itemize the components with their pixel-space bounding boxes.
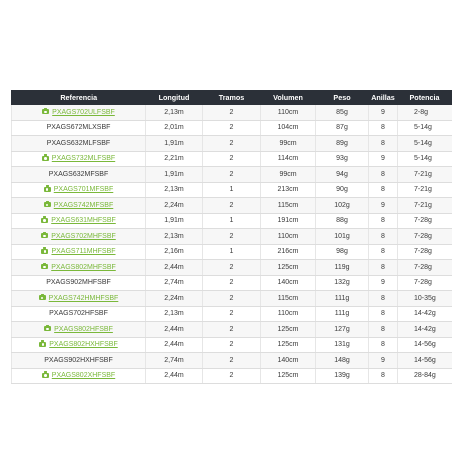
tramos-cell: 1 xyxy=(203,244,261,260)
volumen-cell: 213cm xyxy=(261,182,316,198)
longitud-cell: 2,21m xyxy=(146,151,203,167)
reference-link[interactable]: PXAGS732MLFSBF xyxy=(51,155,116,163)
reference-cell[interactable] xyxy=(12,198,146,214)
potencia-cell: 7-21g xyxy=(398,198,452,214)
reference-text: PXAGS672MLXSBF xyxy=(46,124,111,132)
reference-cell xyxy=(12,120,146,136)
potencia-cell: 7-28g xyxy=(398,275,452,291)
peso-cell: 85g xyxy=(316,105,369,120)
volumen-cell: 140cm xyxy=(261,275,316,291)
reference-text: PXAGS902HXHFSBF xyxy=(44,356,113,364)
volumen-cell: 125cm xyxy=(261,260,316,276)
tramos-cell: 2 xyxy=(203,120,261,136)
reference-link[interactable]: PXAGS802HFSBF xyxy=(54,325,113,333)
anillas-cell: 8 xyxy=(369,337,398,353)
reference-cell[interactable] xyxy=(12,322,146,338)
peso-cell: 111g xyxy=(316,306,369,322)
potencia-cell: 14-42g xyxy=(398,322,452,338)
reference-text: PXAGS632MFSBF xyxy=(48,170,109,178)
peso-cell: 139g xyxy=(316,368,369,384)
reference-cell[interactable] xyxy=(12,182,146,198)
tramos-cell: 2 xyxy=(203,368,261,384)
reference-cell xyxy=(12,306,146,322)
header-potencia: Potencia xyxy=(398,90,452,105)
anillas-cell: 8 xyxy=(369,368,398,384)
header-row xyxy=(12,90,452,105)
camera-icon[interactable] xyxy=(39,342,46,347)
potencia-cell: 5-14g xyxy=(398,136,452,152)
tramos-cell: 2 xyxy=(203,322,261,338)
reference-cell xyxy=(12,353,146,369)
tramos-cell: 1 xyxy=(203,213,261,229)
anillas-cell: 8 xyxy=(369,322,398,338)
peso-cell: 148g xyxy=(316,353,369,369)
reference-link[interactable]: PXAGS702MHFSBF xyxy=(51,232,116,240)
longitud-cell: 2,13m xyxy=(146,229,203,245)
header-peso: Peso xyxy=(316,90,369,105)
longitud-cell: 1,91m xyxy=(146,213,203,229)
peso-cell: 102g xyxy=(316,198,369,214)
camera-icon[interactable] xyxy=(44,187,51,192)
peso-cell: 98g xyxy=(316,244,369,260)
potencia-cell: 2-8g xyxy=(398,105,452,120)
peso-cell: 127g xyxy=(316,322,369,338)
table-row xyxy=(12,229,452,245)
reference-text: PXAGS632MLFSBF xyxy=(46,139,111,147)
reference-cell[interactable] xyxy=(12,368,146,384)
reference-cell[interactable] xyxy=(12,105,146,120)
anillas-cell: 8 xyxy=(369,229,398,245)
anillas-cell: 8 xyxy=(369,306,398,322)
potencia-cell: 14-56g xyxy=(398,337,452,353)
anillas-cell: 9 xyxy=(369,275,398,291)
reference-link[interactable]: PXAGS631MHFSBF xyxy=(51,217,116,225)
potencia-cell: 28-84g xyxy=(398,368,452,384)
reference-cell[interactable] xyxy=(12,213,146,229)
camera-icon[interactable] xyxy=(42,373,49,378)
tramos-cell: 2 xyxy=(203,229,261,245)
peso-cell: 93g xyxy=(316,151,369,167)
camera-icon[interactable] xyxy=(44,202,51,207)
header-tramos: Tramos xyxy=(203,90,261,105)
peso-cell: 88g xyxy=(316,213,369,229)
table-header xyxy=(12,90,452,105)
table-row xyxy=(12,306,452,322)
table-row xyxy=(12,105,452,120)
table-row xyxy=(12,275,452,291)
potencia-cell: 7-28g xyxy=(398,229,452,245)
tramos-cell: 2 xyxy=(203,105,261,120)
table-row xyxy=(12,151,452,167)
table-row xyxy=(12,167,452,183)
potencia-cell: 7-28g xyxy=(398,244,452,260)
longitud-cell: 2,01m xyxy=(146,120,203,136)
potencia-cell: 14-56g xyxy=(398,353,452,369)
tramos-cell: 2 xyxy=(203,151,261,167)
tramos-cell: 2 xyxy=(203,337,261,353)
longitud-cell: 2,13m xyxy=(146,105,203,120)
peso-cell: 119g xyxy=(316,260,369,276)
peso-cell: 94g xyxy=(316,167,369,183)
reference-link[interactable]: PXAGS802HXHFSBF xyxy=(49,341,118,349)
reference-cell[interactable] xyxy=(12,244,146,260)
camera-icon[interactable] xyxy=(42,156,49,161)
reference-text: PXAGS902MHFSBF xyxy=(46,279,111,287)
header-anillas: Anillas xyxy=(369,90,398,105)
volumen-cell: 110cm xyxy=(261,306,316,322)
peso-cell: 132g xyxy=(316,275,369,291)
anillas-cell: 8 xyxy=(369,167,398,183)
potencia-cell: 7-28g xyxy=(398,213,452,229)
peso-cell: 101g xyxy=(316,229,369,245)
longitud-cell: 1,91m xyxy=(146,136,203,152)
tramos-cell: 2 xyxy=(203,275,261,291)
header-referencia: Referencia xyxy=(12,90,146,105)
peso-cell: 111g xyxy=(316,291,369,307)
table-row xyxy=(12,260,452,276)
table-row xyxy=(12,244,452,260)
table-row xyxy=(12,337,452,353)
reference-link[interactable]: PXAGS802MHFSBF xyxy=(51,263,116,271)
anillas-cell: 9 xyxy=(369,151,398,167)
longitud-cell: 1,91m xyxy=(146,167,203,183)
reference-link[interactable]: PXAGS711MHFSBF xyxy=(51,248,116,256)
volumen-cell: 125cm xyxy=(261,322,316,338)
longitud-cell: 2,74m xyxy=(146,353,203,369)
reference-link[interactable]: PXAGS701MFSBF xyxy=(53,186,114,194)
peso-cell: 90g xyxy=(316,182,369,198)
potencia-cell: 7-21g xyxy=(398,182,452,198)
table-row xyxy=(12,182,452,198)
camera-icon[interactable] xyxy=(42,109,49,114)
tramos-cell: 2 xyxy=(203,306,261,322)
longitud-cell: 2,44m xyxy=(146,368,203,384)
anillas-cell: 8 xyxy=(369,136,398,152)
volumen-cell: 99cm xyxy=(261,136,316,152)
potencia-cell: 14-42g xyxy=(398,306,452,322)
table-row xyxy=(12,368,452,384)
reference-cell xyxy=(12,275,146,291)
potencia-cell: 7-21g xyxy=(398,167,452,183)
camera-icon[interactable] xyxy=(41,249,48,254)
spec-table-wrapper xyxy=(11,90,451,384)
table-row xyxy=(12,322,452,338)
reference-cell[interactable] xyxy=(12,229,146,245)
table-row xyxy=(12,213,452,229)
table-row xyxy=(12,291,452,307)
table-row xyxy=(12,198,452,214)
volumen-cell: 216cm xyxy=(261,244,316,260)
longitud-cell: 2,24m xyxy=(146,198,203,214)
tramos-cell: 2 xyxy=(203,198,261,214)
volumen-cell: 125cm xyxy=(261,368,316,384)
peso-cell: 87g xyxy=(316,120,369,136)
camera-icon[interactable] xyxy=(41,233,48,238)
peso-cell: 131g xyxy=(316,337,369,353)
tramos-cell: 2 xyxy=(203,353,261,369)
volumen-cell: 125cm xyxy=(261,337,316,353)
rod-spec-table xyxy=(11,90,452,384)
tramos-cell: 2 xyxy=(203,167,261,183)
anillas-cell: 8 xyxy=(369,244,398,260)
volumen-cell: 140cm xyxy=(261,353,316,369)
tramos-cell: 1 xyxy=(203,182,261,198)
longitud-cell: 2,16m xyxy=(146,244,203,260)
potencia-cell: 10-35g xyxy=(398,291,452,307)
reference-text: PXAGS702HFSBF xyxy=(49,310,108,318)
camera-icon[interactable] xyxy=(44,326,51,331)
volumen-cell: 191cm xyxy=(261,213,316,229)
longitud-cell: 2,74m xyxy=(146,275,203,291)
reference-cell[interactable] xyxy=(12,260,146,276)
peso-cell: 89g xyxy=(316,136,369,152)
volumen-cell: 110cm xyxy=(261,229,316,245)
anillas-cell: 8 xyxy=(369,213,398,229)
anillas-cell: 9 xyxy=(369,198,398,214)
reference-cell xyxy=(12,136,146,152)
volumen-cell: 110cm xyxy=(261,105,316,120)
volumen-cell: 115cm xyxy=(261,291,316,307)
volumen-cell: 99cm xyxy=(261,167,316,183)
longitud-cell: 2,44m xyxy=(146,322,203,338)
table-row xyxy=(12,136,452,152)
longitud-cell: 2,24m xyxy=(146,291,203,307)
header-longitud: Longitud xyxy=(146,90,203,105)
reference-link[interactable]: PXAGS702ULFSBF xyxy=(52,108,115,116)
tramos-cell: 2 xyxy=(203,291,261,307)
reference-cell[interactable] xyxy=(12,151,146,167)
reference-cell[interactable] xyxy=(12,291,146,307)
longitud-cell: 2,13m xyxy=(146,306,203,322)
header-volumen: Volumen xyxy=(261,90,316,105)
longitud-cell: 2,44m xyxy=(146,260,203,276)
table-row xyxy=(12,120,452,136)
potencia-cell: 5-14g xyxy=(398,151,452,167)
reference-link[interactable]: PXAGS742HMHFSBF xyxy=(48,294,119,302)
camera-icon[interactable] xyxy=(41,218,48,223)
reference-link[interactable]: PXAGS742MFSBF xyxy=(53,201,114,209)
anillas-cell: 8 xyxy=(369,182,398,198)
reference-cell xyxy=(12,167,146,183)
anillas-cell: 8 xyxy=(369,260,398,276)
volumen-cell: 115cm xyxy=(261,198,316,214)
anillas-cell: 8 xyxy=(369,291,398,307)
anillas-cell: 8 xyxy=(369,120,398,136)
longitud-cell: 2,44m xyxy=(146,337,203,353)
reference-cell[interactable] xyxy=(12,337,146,353)
tramos-cell: 2 xyxy=(203,136,261,152)
anillas-cell: 9 xyxy=(369,105,398,120)
camera-icon[interactable] xyxy=(39,295,46,300)
volumen-cell: 114cm xyxy=(261,151,316,167)
table-row xyxy=(12,353,452,369)
potencia-cell: 5-14g xyxy=(398,120,452,136)
reference-link[interactable]: PXAGS802XHFSBF xyxy=(51,372,116,380)
table-body xyxy=(12,105,452,384)
longitud-cell: 2,13m xyxy=(146,182,203,198)
volumen-cell: 104cm xyxy=(261,120,316,136)
tramos-cell: 2 xyxy=(203,260,261,276)
potencia-cell: 7-28g xyxy=(398,260,452,276)
anillas-cell: 9 xyxy=(369,353,398,369)
camera-icon[interactable] xyxy=(41,264,48,269)
